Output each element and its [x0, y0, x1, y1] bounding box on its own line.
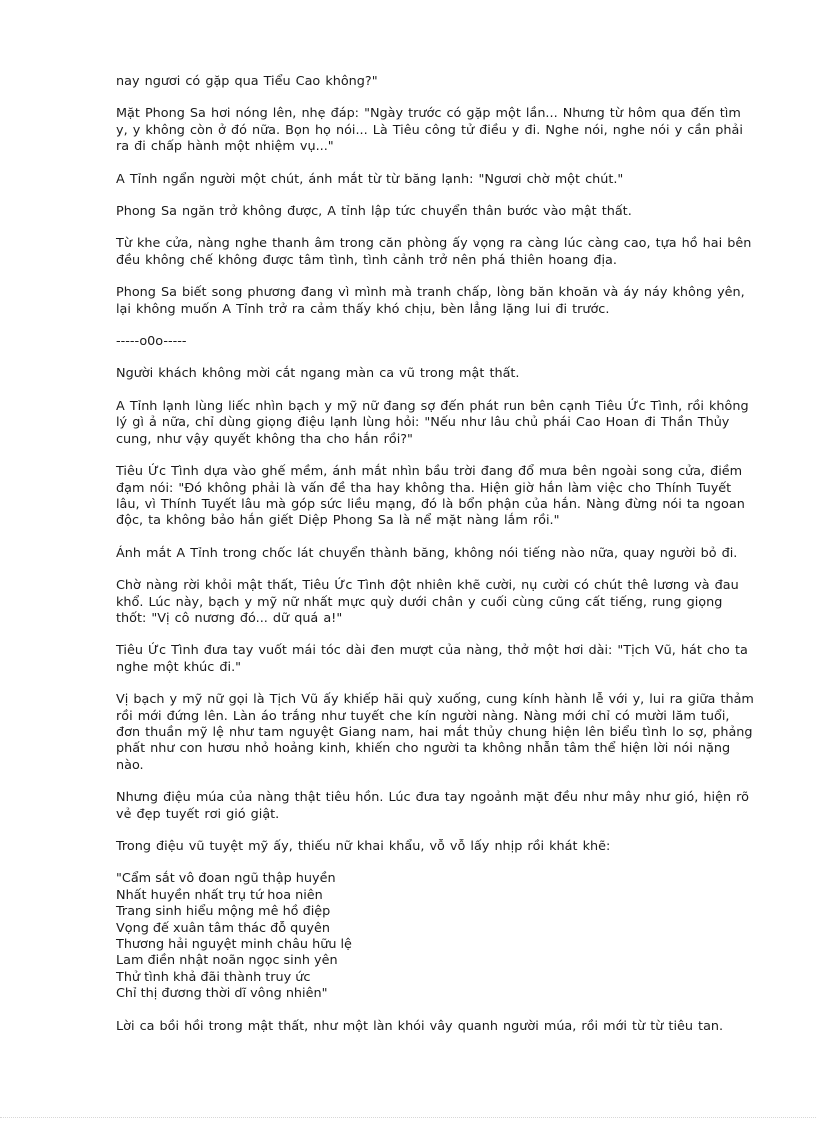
- paragraph-15: Trong điệu vũ tuyệt mỹ ấy, thiếu nữ khai khẩu, vỗ vỗ lấy nhịp rồi khát khẽ:: [116, 839, 611, 854]
- poem-line: Trang sinh hiểu mộng mê hồ điệp: [116, 904, 331, 920]
- poem-line: Chỉ thị đương thời dĩ vông nhiên": [116, 986, 328, 1002]
- paragraph-3: A Tỉnh ngẩn người một chút, ánh mắt từ từ băng lạnh: "Ngươi chờ một chút.": [116, 171, 624, 187]
- closing-paragraph: Lời ca bồi hồi trong mật thất, như một làn khói vây quanh người múa, rồi mới từ từ tiêu tan.: [116, 1018, 724, 1034]
- paragraph-13: Vị bạch y mỹ nữ gọi là Tịch Vũ ấy khiếp hãi quỳ xuống, cung kính hành lễ với y, lui ra giữa thảm rồi mới đứng lên. Làn áo trắng như tuyết che kín người nàng. Nàng mới chỉ có mười lăm tuổi, đơn thuần mỹ lệ như tam nguyệt Giang nam, hai mắt thủy chung hiện lên biểu tình lo sợ, phảng phất như con hươu nhỏ hoảng kinh, khiến cho người ta không nhẫn tâm thể hiện lời nói nặng nào.: [116, 692, 759, 773]
- poem-line: "Cẩm sắt vô đoan ngũ thập huyền: [116, 871, 336, 887]
- paragraph-5: Từ khe cửa, nàng nghe thanh âm trong căn phòng ấy vọng ra càng lúc càng cao, tựa hồ hai bên đều không chế không được tâm tình, tình cảnh trở nên phá thiên hoang địa.: [116, 236, 757, 268]
- document-page: [116, 74, 759, 1051]
- page-bottom-divider: [0, 1117, 816, 1118]
- paragraph-6: Phong Sa biết song phương đang vì mình mà tranh chấp, lòng băn khoăn và áy náy không yên, lại không muốn A Tỉnh trở ra cảm thấy khó chịu, bèn lẳng lặng lui đi trước.: [116, 285, 750, 317]
- poem-line: Lam điền nhật noãn ngọc sinh yên: [116, 953, 338, 969]
- paragraph-11: Chờ nàng rời khỏi mật thất, Tiêu Ức Tình đột nhiên khẽ cười, nụ cười có chút thê lương và đau khổ. Lúc này, bạch y mỹ nữ nhất mực quỳ dưới chân y cuối cùng cũng cất tiếng, rung giọng thốt: "Vị cô nương đó... dữ quá a!": [116, 578, 744, 626]
- paragraph-9: Tiêu Ức Tình dựa vào ghế mềm, ánh mắt nhìn bầu trời đang đổ mưa bên ngoài song cửa, điềm đạm nói: "Đó không phải là vấn đề tha hay không tha. Hiện giờ hắn làm việc cho Thính Tuyết lâu, vì Thính Tuyết lâu mà góp sức liều mạng, đó là bổn phận của hắn. Nàng đừng nói ta ngoan độc, ta không bảo hắn giết Diệp Phong Sa là nể mặt nàng lắm rồi.": [116, 464, 750, 529]
- paragraph-1: nay ngươi có gặp qua Tiểu Cao không?": [116, 74, 378, 89]
- paragraph-14: Nhưng điệu múa của nàng thật tiêu hồn. Lúc đưa tay ngoảnh mặt đều như mây như gió, hiện rõ vẻ đẹp tuyết rơi gió giật.: [116, 790, 755, 822]
- paragraph-12: Tiêu Ức Tình đưa tay vuốt mái tóc dài đen mượt của nàng, thở một hơi dài: "Tịch Vũ, hát cho ta nghe một khúc đi.": [116, 643, 753, 675]
- poem-block: [116, 871, 756, 1002]
- paragraph-7: Người khách không mời cắt ngang màn ca vũ trong mật thất.: [116, 366, 520, 382]
- paragraph-10: Ánh mắt A Tỉnh trong chốc lát chuyển thành băng, không nói tiếng nào nữa, quay người bỏ đi.: [116, 545, 738, 561]
- section-divider: -----o0o-----: [116, 334, 187, 350]
- poem-line: Thử tình khả đãi thành truy ức: [116, 969, 311, 985]
- paragraph-4: Phong Sa ngăn trở không được, A tỉnh lập tức chuyển thân bước vào mật thất.: [116, 204, 632, 220]
- poem-line: Vọng đế xuân tâm thác đỗ quyên: [116, 920, 330, 936]
- poem-line: Thương hải nguyệt minh châu hữu lệ: [116, 937, 352, 953]
- poem-line: Nhất huyền nhất trụ tứ hoa niên: [116, 887, 323, 903]
- paragraph-8: A Tỉnh lạnh lùng liếc nhìn bạch y mỹ nữ đang sợ đến phát run bên cạnh Tiêu Ức Tình, rồi không lý gì ả nữa, chỉ dùng giọng điệu lạnh lùng hỏi: "Nếu như lâu chủ phái Cao Hoan đi Thần Thủy cung, như vậy quyết không tha cho hắn rồi?": [116, 398, 754, 447]
- paragraph-2: Mặt Phong Sa hơi nóng lên, nhẹ đáp: "Ngày trước có gặp một lần... Nhưng từ hôm qua đến tìm y, y không còn ở đó nữa. Bọn họ nói... Là Tiêu công tử điều y đi. Nghe nói, nghe nói y cần phải ra đi chấp hành một nhiệm vụ...": [116, 106, 748, 155]
